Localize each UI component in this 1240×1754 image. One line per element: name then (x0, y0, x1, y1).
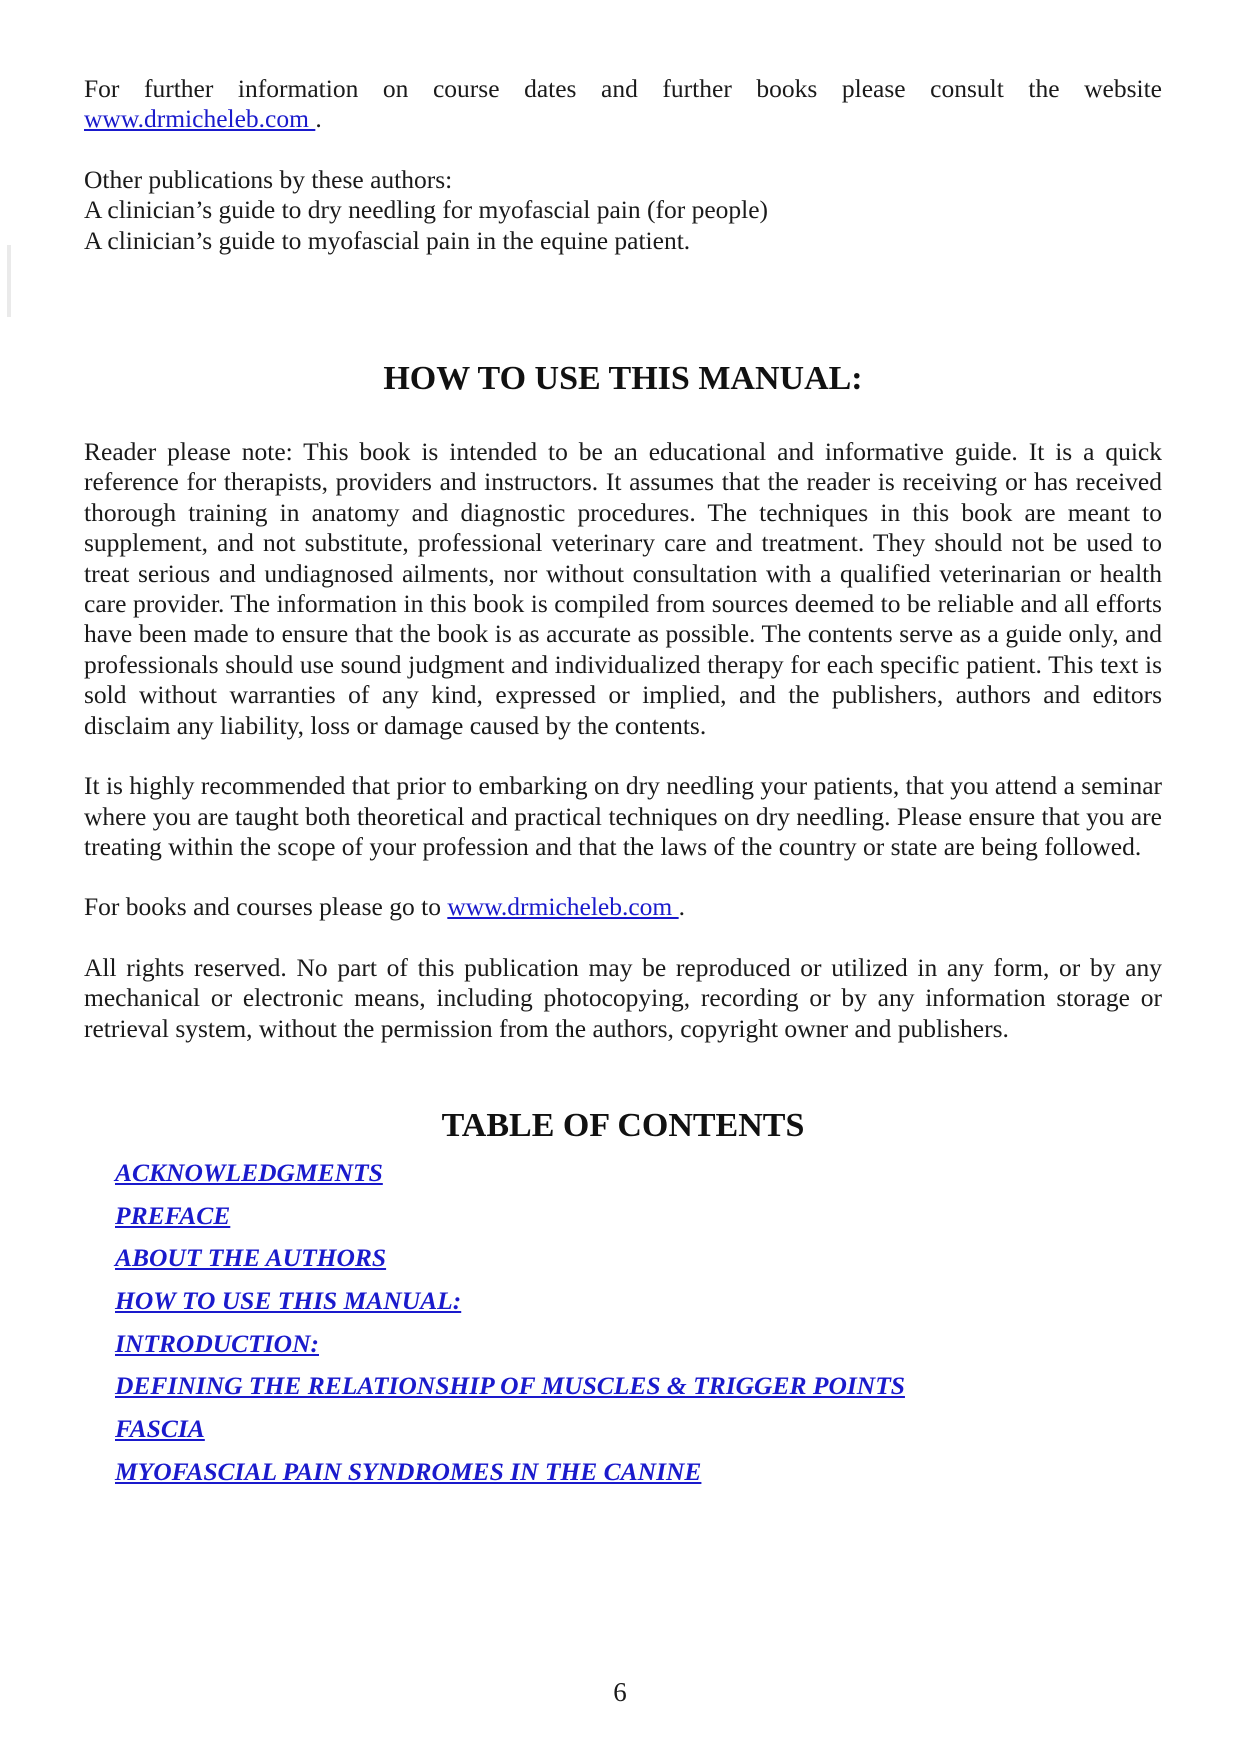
intro-suffix: . (315, 104, 322, 134)
books-suffix: . (678, 892, 686, 922)
watermark-mark (2, 245, 16, 317)
document-page (84, 74, 1162, 1494)
books-paragraph (84, 892, 1162, 922)
toc-item-muscles-trigger-points (115, 1365, 1162, 1408)
page-number: 6 (613, 1677, 627, 1707)
toc-heading: TABLE OF CONTENTS (441, 1106, 805, 1144)
disclaimer-paragraph: Reader please note: This book is intended to be an educational and informative guide. It is a quick reference for therapists, providers and instructors. It assumes that the reader is receiving or has received thorough training in anatomy and diagnostic procedures. The techniques in this book are meant to supplement, and not substitute, professional veterinary care and treatment. They should not be used to treat serious and undiagnosed ailments, nor without consultation with a qualified veterinarian or health care provider. The information in this book is compiled from sources deemed to be reliable and all efforts have been made to ensure that the book is as accurate as possible. The contents serve as a guide only, and professionals should use sound judgment and individualized therapy for each specific patient. This text is sold without warranties of any kind, expressed or implied, and the publishers, authors and editors disclaim any liability, loss or damage caused by the contents. (84, 437, 1162, 740)
toc-link-how-to-use[interactable]: HOW TO USE THIS MANUAL: (115, 1286, 462, 1316)
toc-item-acknowledgments (115, 1152, 1162, 1195)
toc-item-preface (115, 1195, 1162, 1238)
publications-section (84, 165, 1162, 256)
toc-link-fascia[interactable]: FASCIA (115, 1414, 205, 1444)
toc-item-how-to-use (115, 1280, 1162, 1323)
toc-item-myofascial-pain (115, 1451, 1162, 1494)
manual-heading: HOW TO USE THIS MANUAL: (383, 360, 863, 398)
recommendation-paragraph: It is highly recommended that prior to embarking on dry needling your patients, that you attend a seminar where you are taught both theoretical and practical techniques on dry needling. Please ensure that you are treating within the scope of your profession and that the laws of the country or state are being followed. (84, 771, 1162, 861)
toc-link-myofascial-pain[interactable]: MYOFASCIAL PAIN SYNDROMES IN THE CANINE (115, 1456, 702, 1486)
toc-link-preface[interactable]: PREFACE (115, 1200, 231, 1230)
books-prefix: For books and courses please go to (84, 892, 448, 922)
publication-item: A clinician’s guide to myofascial pain in the equine patient. (84, 225, 691, 255)
toc-list (84, 1152, 1162, 1494)
toc-item-about-authors (115, 1237, 1162, 1280)
books-website-link[interactable]: www.drmicheleb.com (447, 892, 679, 922)
toc-item-introduction (115, 1323, 1162, 1366)
intro-text: For further information on course dates and further books please consult the website (84, 74, 1162, 103)
toc-link-introduction[interactable]: INTRODUCTION: (115, 1328, 319, 1358)
toc-link-muscles-trigger-points[interactable]: DEFINING THE RELATIONSHIP OF MUSCLES & TRIGGER POINTS (115, 1371, 905, 1401)
publication-item: A clinician’s guide to dry needling for myofascial pain (for people) (84, 195, 769, 225)
toc-item-fascia (115, 1408, 1162, 1451)
publications-heading: Other publications by these authors: (84, 164, 453, 194)
toc-link-acknowledgments[interactable]: ACKNOWLEDGMENTS (115, 1157, 383, 1187)
intro-paragraph (84, 74, 1162, 135)
website-link[interactable]: www.drmicheleb.com (84, 104, 316, 134)
rights-paragraph: All rights reserved. No part of this publication may be reproduced or utilized in any form, or by any mechanical or electronic means, including photocopying, recording or by any information storage or retrieval system, without the permission from the authors, copyright owner and publishers. (84, 952, 1162, 1043)
toc-link-about-authors[interactable]: ABOUT THE AUTHORS (115, 1243, 387, 1273)
